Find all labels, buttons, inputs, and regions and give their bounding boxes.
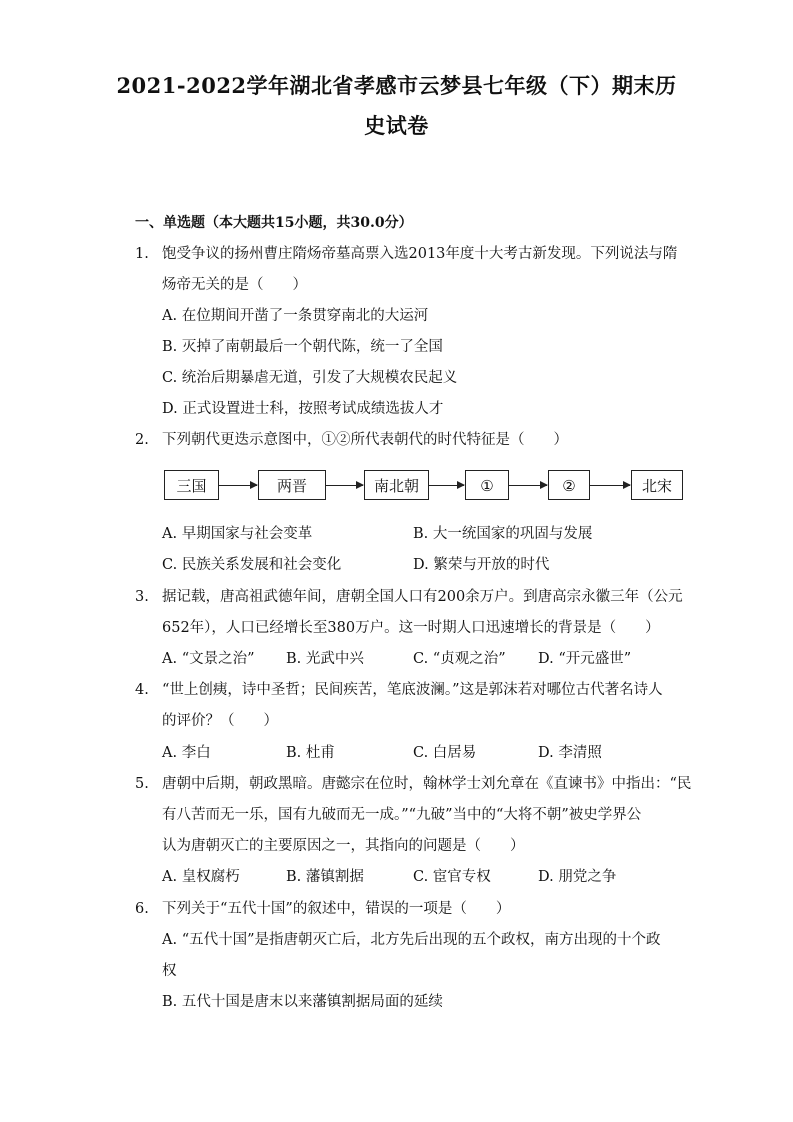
option-b: B. 大一统国家的巩固与发展 — [413, 526, 593, 542]
question-text: 唐朝中后期，朝政黑暗。唐懿宗在位时，翰林学士刘允章在《直谏书》中指出：“民 — [162, 776, 692, 792]
option-c: C. 民族关系发展和社会变化 — [162, 557, 342, 573]
question-text: 有八苦而无一乐，国有九破而无一成。”“九破”当中的“大将不朝”被史学界公 — [162, 807, 642, 823]
question-number: 3. — [135, 589, 149, 605]
option-c: C. 统治后期暴虐无道，引发了大规模农民起义 — [162, 370, 458, 386]
diagram-box-liangjin: 两晋 — [258, 470, 326, 500]
arrow-icon — [429, 485, 464, 486]
arrow-icon — [590, 485, 630, 486]
question-text: 饱受争议的扬州曹庄隋炀帝墓高票入选2013年度十大考古新发现。下列说法与隋 — [162, 246, 678, 262]
question-text: 炀帝无关的是（ ） — [162, 277, 307, 293]
arrow-icon — [509, 485, 547, 486]
option-d: D. “开元盛世” — [538, 651, 632, 667]
option-b: B. 灭掉了南朝最后一个朝代陈，统一了全国 — [162, 339, 443, 355]
title-line-1: 2021-2022学年湖北省孝感市云梦县七年级（下）期末历 — [116, 73, 677, 98]
question-text: 下列朝代更迭示意图中，①②所代表朝代的时代特征是（ ） — [162, 432, 568, 448]
option-d: D. 正式设置进士科，按照考试成绩选拔人才 — [162, 401, 444, 417]
option-b: B. 藩镇割据 — [286, 869, 364, 885]
option-a-continued: 权 — [162, 963, 177, 979]
diagram-box-nanbeichao: 南北朝 — [364, 470, 429, 500]
option-a: A. 皇权腐朽 — [162, 869, 240, 885]
question-number: 2. — [135, 432, 149, 448]
option-c: C. “贞观之治” — [413, 651, 506, 667]
question-number: 1. — [135, 246, 149, 262]
option-d: D. 李清照 — [538, 745, 602, 761]
title-line-2: 史试卷 — [364, 113, 429, 138]
question-text: 的评价？（ ） — [162, 713, 278, 729]
arrow-icon — [219, 485, 257, 486]
question-text: 下列关于“五代十国”的叙述中，错误的一项是（ ） — [162, 901, 511, 917]
option-a: A. 早期国家与社会变革 — [162, 526, 313, 542]
question-text: 652年），人口已经增长至380万户。这一时期人口迅速增长的背景是（ ） — [162, 620, 660, 636]
question-text: 据记载，唐高祖武德年间，唐朝全国人口有200余万户。到唐高宗永徽三年（公元 — [162, 589, 683, 605]
arrow-icon — [326, 485, 363, 486]
option-d: D. 繁荣与开放的时代 — [413, 557, 550, 573]
question-number: 6. — [135, 901, 149, 917]
question-text: 认为唐朝灭亡的主要原因之一，其指向的问题是（ ） — [162, 838, 525, 854]
diagram-box-2: ② — [548, 470, 590, 500]
section-heading: 一、单选题（本大题共15小题，共30.0分） — [135, 215, 413, 231]
diagram-box-beisong: 北宋 — [631, 470, 683, 500]
question-number: 5. — [135, 776, 149, 792]
diagram-box-sanguo: 三国 — [164, 470, 219, 500]
option-b: B. 杜甫 — [286, 745, 335, 761]
option-a: A. “文景之治” — [162, 651, 255, 667]
option-c: C. 宦官专权 — [413, 869, 491, 885]
option-a: A. “五代十国”是指唐朝灭亡后，北方先后出现的五个政权，南方出现的十个政 — [162, 932, 661, 948]
option-d: D. 朋党之争 — [538, 869, 617, 885]
option-b: B. 五代十国是唐末以来藩镇割据局面的延续 — [162, 994, 443, 1010]
question-number: 4. — [135, 682, 149, 698]
diagram-box-1: ① — [465, 470, 509, 500]
option-c: C. 白居易 — [413, 745, 477, 761]
option-b: B. 光武中兴 — [286, 651, 364, 667]
option-a: A. 在位期间开凿了一条贯穿南北的大运河 — [162, 308, 429, 324]
option-a: A. 李白 — [162, 745, 211, 761]
question-text: “世上创痍，诗中圣哲；民间疾苦，笔底波澜。”这是郭沫若对哪位古代著名诗人 — [162, 682, 663, 698]
